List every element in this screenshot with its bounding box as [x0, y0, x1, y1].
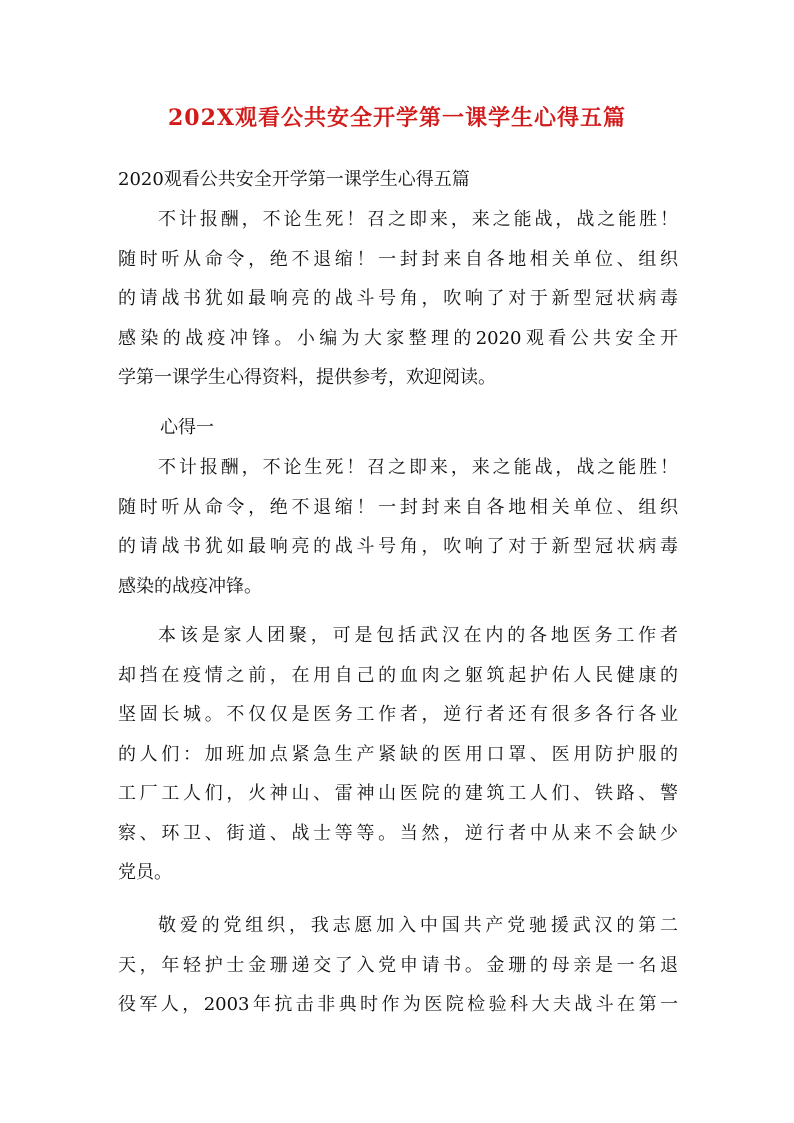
paragraph-line: 察、环卫、街道、战士等等。当然，逆行者中从来不会缺少: [118, 822, 678, 844]
paragraph-line: 党员。: [118, 862, 172, 883]
body-paragraph: [118, 448, 678, 606]
document-subtitle: 2020观看公共安全开学第一课学生心得五篇: [118, 169, 470, 190]
body-paragraph: [118, 616, 678, 893]
paragraph-line: 随时听从命令，绝不退缩！一封封来自各地相关单位、组织: [118, 496, 678, 518]
paragraph-line: 工厂工人们，火神山、雷神山医院的建筑工人们、铁路、警: [118, 783, 678, 804]
paragraph-line: 天，年轻护士金珊递交了入党申请书。金珊的母亲是一名退: [118, 954, 678, 976]
paragraph-line: 敬爱的党组织，我志愿加入中国共产党驰援武汉的第二: [158, 915, 678, 936]
section-heading: 心得一: [160, 417, 214, 438]
paragraph-line: 学第一课学生心得资料，提供参考，欢迎阅读。: [118, 367, 496, 388]
paragraph-line: 的请战书犹如最响亮的战斗号角，吹响了对于新型冠状病毒: [118, 288, 678, 309]
paragraph-line: 随时听从命令，绝不退缩！一封封来自各地相关单位、组织: [118, 248, 678, 270]
paragraph-line: 役军人，2003年抗击非典时作为医院检验科大夫战斗在第一: [118, 994, 678, 1015]
document-title: 202X观看公共安全开学第一课学生心得五篇: [168, 105, 626, 131]
intro-paragraph: [118, 200, 678, 398]
body-paragraph: [118, 906, 678, 1025]
paragraph-line: 感染的战疫冲锋。小编为大家整理的2020观看公共安全开: [118, 327, 678, 349]
paragraph-line: 的请战书犹如最响亮的战斗号角，吹响了对于新型冠状病毒: [118, 536, 678, 557]
paragraph-line: 的人们：加班加点紧急生产紧缺的医用口罩、医用防护服的: [118, 743, 678, 765]
paragraph-line: 感染的战疫冲锋。: [118, 575, 262, 597]
paragraph-line: 不计报酬，不论生死！召之即来，来之能战，战之能胜！: [158, 457, 678, 478]
paragraph-line: 本该是家人团聚，可是包括武汉在内的各地医务工作者: [158, 625, 678, 646]
paragraph-line: 却挡在疫情之前，在用自己的血肉之躯筑起护佑人民健康的: [118, 664, 678, 686]
paragraph-line: 坚固长城。不仅仅是医务工作者，逆行者还有很多各行各业: [118, 704, 678, 725]
paragraph-line: 不计报酬，不论生死！召之即来，来之能战，战之能胜！: [158, 209, 678, 230]
